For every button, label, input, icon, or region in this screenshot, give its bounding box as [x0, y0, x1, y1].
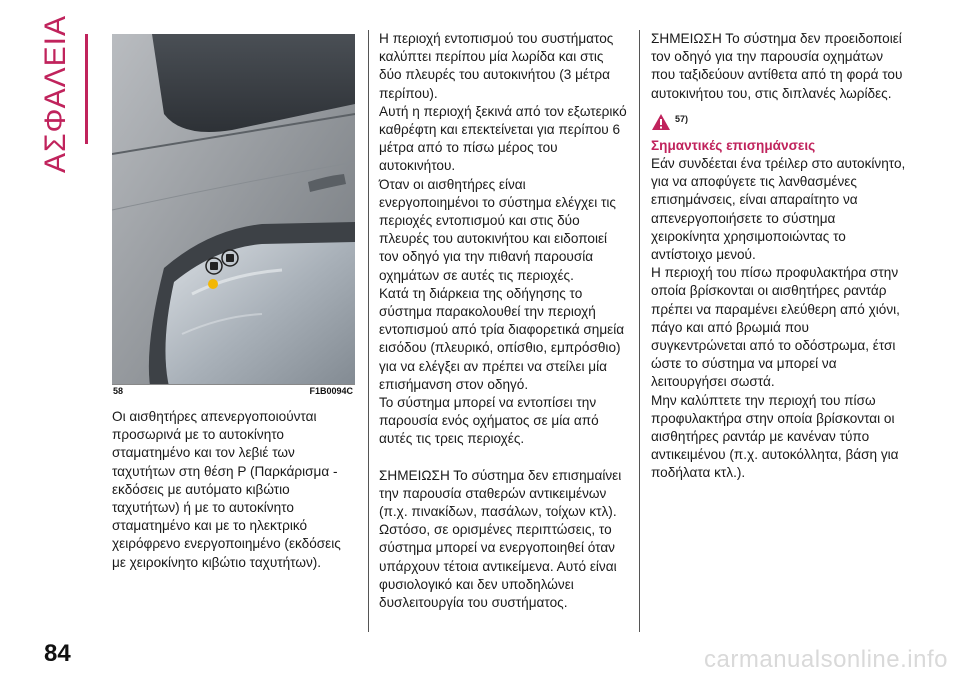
section-title: ΑΣΦΑΛΕΙΑ	[39, 14, 72, 174]
note-paragraph: ΣΗΜΕΙΩΣΗ Το σύστημα δεν επισημαίνει την παρουσία σταθερών αντικειμένων (π.χ. πινακίδων, πασάλων, τοίχων κτλ). Ωστόσο, σε ορισμένες περιπτώσεις, το σύστημα μπορεί να ενεργοποιηθεί όταν υπάρχουν τέτοια αντικείμενα. Αυτό είναι φυσιολογικό και δεν υποδηλώνει δυσλειτουργία του συστήματος.	[379, 467, 622, 611]
note-paragraph: ΣΗΜΕΙΩΣΗ Το σύστημα δεν προειδοποιεί τον οδηγό για την παρουσία οχημάτων που ταξιδεύουν αντίθετα από τη φορά του αυτοκινήτου του, στις διπλανές λωρίδες.	[651, 31, 903, 101]
watermark: carmanualsonline.info	[704, 646, 948, 673]
body-paragraph: Η περιοχή εντοπισμού του συστήματος καλύπτει περίπου μία λωρίδα και στις δύο πλευρές του αυτοκινήτου (3 μέτρα περίπου).	[379, 31, 614, 101]
column-divider	[368, 30, 369, 632]
page-number: 84	[44, 640, 71, 667]
figure-number: 58	[113, 386, 124, 396]
section-divider	[85, 34, 88, 144]
figure-code: F1B0094C	[309, 386, 353, 396]
body-paragraph: Κατά τη διάρκεια της οδήγησης το σύστημα παρακολουθεί την περιοχή εντοπισμού από τρία διαφορετικά σημεία εισόδου (πλευρικό, οπίσθιο, εμπρόσθιο) για να ελέγξει αν πρέπει να στείλει μία επισήμανση στον οδηγό.	[379, 285, 625, 392]
column-2	[379, 30, 627, 612]
warning-triangle-icon	[651, 113, 671, 131]
figure-caption	[112, 384, 355, 399]
column-3	[651, 30, 906, 483]
column-1	[112, 408, 357, 572]
body-paragraph: Το σύστημα μπορεί να εντοπίσει την παρουσία ενός οχήματος σε μία από αυτές τις τρεις περιοχές.	[379, 395, 599, 447]
body-paragraph: Όταν οι αισθητήρες είναι ενεργοποιημένοι το σύστημα ελέγχει τις περιοχές εντοπισμού και στις δύο πλευρές του αυτοκινήτου και ειδοποιεί τον οδηγό για την πιθανή παρουσία οχημάτων σε αυτές τις περιοχές.	[379, 176, 616, 283]
body-paragraph: Μην καλύπτετε την περιοχή του πίσω προφυλακτήρα στην οποία βρίσκονται οι αισθητήρες ραντάρ με κανέναν τύπο αντικειμένου (π.χ. αυτοκόλλητα, βάση για ποδήλατα κτλ.).	[651, 392, 899, 481]
mirror-photo	[112, 34, 355, 398]
warning-number: 57)	[675, 113, 689, 124]
body-paragraph: Οι αισθητήρες απενεργοποιούνται προσωρινά με το αυτοκίνητο σταματημένο και τον λεβιέ των ταχυτήτων στη θέση P (Παρκάρισμα - εκδόσεις με αυτόματο κιβώτιο ταχυτήτων) ή με το αυτοκίνητο σταματημένο και με το ηλεκτρικό χειρόφρενο ενεργοποιημένο (εκδόσεις με χειροκίνητο κιβώτιο ταχυτήτων).	[112, 409, 341, 570]
blind-spot-indicator-lamp	[208, 279, 218, 289]
warning-reference	[651, 109, 906, 131]
body-paragraph: Αυτή η περιοχή ξεκινά από τον εξωτερικό καθρέφτη και επεκτείνεται για περίπου 6 μέτρα από το πίσω μέρος του αυτοκινήτου.	[379, 103, 627, 174]
body-paragraph: Εάν συνδέεται ένα τρέιλερ στο αυτοκίνητο, για να αποφύγετε τις λανθασμένες επισημάνσεις, είναι απαραίτητο να απενεργοποιήσετε το σύστημα χειροκίνητα χρησιμοποιώντας το αντίστοιχο μενού.	[651, 156, 906, 263]
body-paragraph: Η περιοχή του πίσω προφυλακτήρα στην οποία βρίσκονται οι αισθητήρες ραντάρ πρέπει να παραμένει ελεύθερη από χιόνι, πάγο και από βρωμιά που συγκεντρώνεται από το οδόστρωμα, έτσι ώστε το σύστημα να μπορεί να λειτουργήσει σωστά.	[651, 265, 900, 390]
mirror-illustration	[112, 34, 355, 398]
column-divider	[639, 30, 640, 632]
subheading: Σημαντικές επισημάνσεις	[651, 137, 816, 153]
